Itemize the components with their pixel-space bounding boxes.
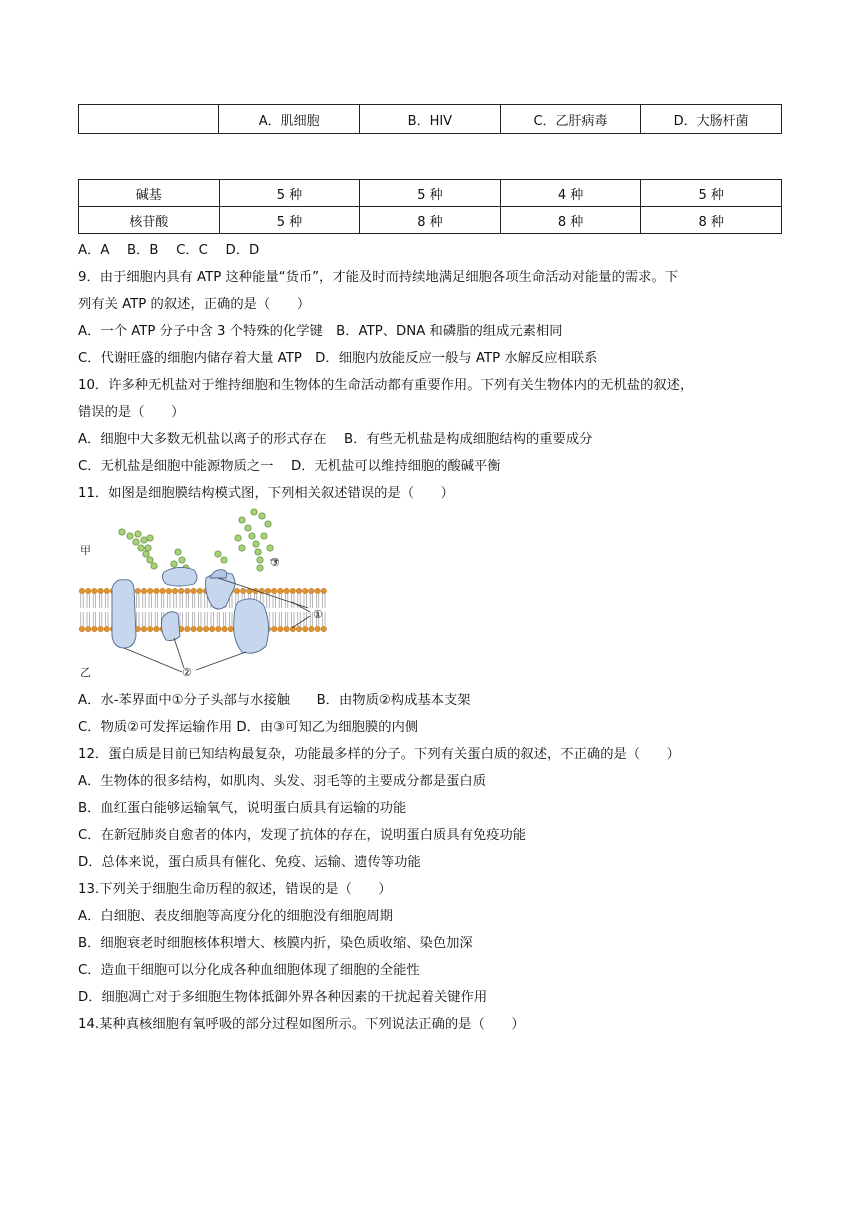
marker-3: ③ xyxy=(270,556,280,569)
label-jia: 甲 xyxy=(80,544,91,557)
table-cell: 5 种 xyxy=(641,180,782,207)
q9-options-cd: C．代谢旺盛的细胞内储存着大量 ATP D．细胞内放能反应一般与 ATP 水解反应相联系 xyxy=(78,351,598,366)
q11-options-cd: C．物质②可发挥运输作用 D．由③可知乙为细胞膜的内侧 xyxy=(78,720,419,735)
q10-options-ab: A．细胞中大多数无机盐以离子的形式存在 B．有些无机盐是构成细胞结构的重要成分 xyxy=(78,432,593,447)
q8-options: A．A B．B C．C D．D xyxy=(78,243,260,258)
table-cell: A．肌细胞 xyxy=(219,105,360,134)
table-cell: 碱基 xyxy=(79,180,220,207)
table-cell: 核苷酸 xyxy=(79,207,220,234)
q12-option-a: A．生物体的很多结构，如肌肉、头发、羽毛等的主要成分都是蛋白质 xyxy=(78,774,487,789)
membrane-proteins xyxy=(112,567,269,653)
q11-stem: 11．如图是细胞膜结构模式图，下列相关叙述错误的是（ ） xyxy=(78,486,454,501)
q12-option-b: B．血红蛋白能够运输氧气，说明蛋白质具有运输的功能 xyxy=(78,801,407,816)
cell-membrane-figure xyxy=(78,508,332,684)
label-yi: 乙 xyxy=(80,666,91,679)
marker-1: ① xyxy=(313,608,323,621)
table-row xyxy=(79,180,782,207)
q12-stem: 12．蛋白质是目前已知结构最复杂，功能最多样的分子。下列有关蛋白质的叙述，不正确的是（ ） xyxy=(78,747,680,762)
options-header-table xyxy=(78,104,782,134)
q10-stem-line2: 错误的是（ ） xyxy=(78,405,185,420)
q13-option-d: D．细胞凋亡对于多细胞生物体抵御外界各种因素的干扰起着关键作用 xyxy=(78,990,488,1005)
table-cell: 8 种 xyxy=(360,207,501,234)
table-cell: 8 种 xyxy=(641,207,782,234)
glycocalyx-chains xyxy=(119,509,273,571)
bases-nucleotides-table xyxy=(78,179,782,234)
q12-option-d: D．总体来说，蛋白质具有催化、免疫、运输、遗传等功能 xyxy=(78,855,421,870)
q9-stem-line1: 9．由于细胞内具有 ATP 这种能量“货币”，才能及时而持续地满足细胞各项生命活动对能量的需求。下 xyxy=(78,270,679,285)
marker-2: ② xyxy=(182,666,192,679)
q13-stem: 13.下列关于细胞生命历程的叙述，错误的是（ ） xyxy=(78,882,392,897)
q9-options-ab: A．一个 ATP 分子中含 3 个特殊的化学键 B．ATP、DNA 和磷脂的组成元素相同 xyxy=(78,324,563,339)
q9-stem-line2: 列有关 ATP 的叙述，正确的是（ ） xyxy=(78,297,311,312)
table-cell: 5 种 xyxy=(219,207,360,234)
q12-option-c: C．在新冠肺炎自愈者的体内，发现了抗体的存在，说明蛋白质具有免疫功能 xyxy=(78,828,527,843)
table-cell: 5 种 xyxy=(360,180,501,207)
table-cell: D．大肠杆菌 xyxy=(641,105,782,134)
table-cell: B．HIV xyxy=(360,105,501,134)
q13-option-c: C．造血干细胞可以分化成各种血细胞体现了细胞的全能性 xyxy=(78,963,420,978)
table-cell: 8 种 xyxy=(500,207,641,234)
q10-options-cd: C．无机盐是细胞中能源物质之一 D．无机盐可以维持细胞的酸碱平衡 xyxy=(78,459,501,474)
q11-options-ab: A．水-苯界面中①分子头部与水接触 B．由物质②构成基本支架 xyxy=(78,693,471,708)
q14-stem: 14.某种真核细胞有氧呼吸的部分过程如图所示。下列说法正确的是（ ） xyxy=(78,1017,525,1032)
table-row xyxy=(79,105,782,134)
q10-stem-line1: 10．许多种无机盐对于维持细胞和生物体的生命活动都有重要作用。下列有关生物体内的无机盐的叙述， xyxy=(78,378,694,393)
table-cell xyxy=(79,105,219,134)
q13-option-b: B．细胞衰老时细胞核体积增大、核膜内折，染色质收缩、染色加深 xyxy=(78,936,473,951)
table-cell: C．乙肝病毒 xyxy=(500,105,641,134)
table-row xyxy=(79,207,782,234)
table-cell: 4 种 xyxy=(500,180,641,207)
table-cell: 5 种 xyxy=(219,180,360,207)
q13-option-a: A．白细胞、表皮细胞等高度分化的细胞没有细胞周期 xyxy=(78,909,393,924)
